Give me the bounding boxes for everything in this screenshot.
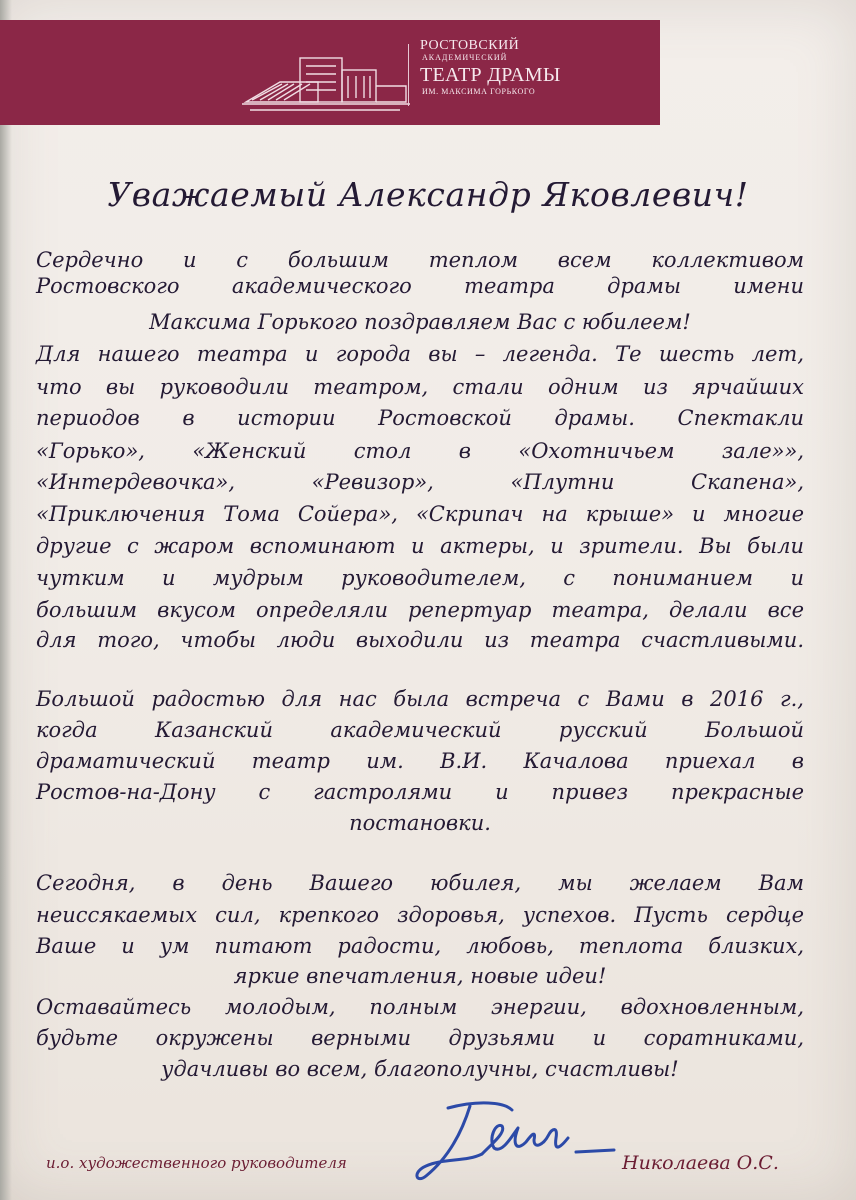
body-line: удачливы во всем, благополучны, счастливы! xyxy=(161,1057,679,1081)
theatre-name-line4: ИМ. МАКСИМА ГОРЬКОГО xyxy=(422,87,536,96)
body-line: большим вкусом определяли репертуар театра, делали все xyxy=(36,598,804,622)
body-line: яркие впечатления, новые идеи! xyxy=(233,964,607,988)
body-line: Максима Горького поздравляем Вас с юбилеем! xyxy=(149,310,691,334)
theatre-name xyxy=(420,38,650,97)
body-line: будьте окружены верными друзьями и соратниками, xyxy=(36,1026,804,1050)
body-line: Большой радостью для нас была встреча с Вами в 2016 г., xyxy=(36,687,804,711)
body-line: другие с жаром вспоминают и актеры, и зрители. Вы были xyxy=(36,534,804,558)
theatre-name-line2: АКАДЕМИЧЕСКИЙ xyxy=(422,53,508,62)
body-line: постановки. xyxy=(349,811,491,835)
body-line: когда Казанский академический русский Большой xyxy=(36,718,804,742)
body-line: драматический театр им. В.И. Качалова приехал в xyxy=(36,749,804,773)
signatory-name: Николаева О.С. xyxy=(622,1152,779,1174)
salutation: Уважаемый Александр Яковлевич! xyxy=(107,175,749,214)
body-line: «Приключения Тома Сойера», «Скрипач на крыше» и многие xyxy=(36,502,804,526)
body-line: «Интердевочка», «Ревизор», «Плутни Скапена», xyxy=(36,470,804,494)
theatre-name-line3: ТЕАТР ДРАМЫ xyxy=(420,64,561,86)
theatre-name-line1: РОСТОВСКИЙ xyxy=(420,38,520,53)
theatre-building-icon xyxy=(240,44,412,118)
body-line: Сегодня, в день Вашего юбилея, мы желаем Вам xyxy=(36,871,804,895)
body-line: Для нашего театра и города вы – легенда. Те шесть лет, xyxy=(36,342,804,366)
body-line: Сердечно и с большим теплом всем коллективом xyxy=(36,248,804,272)
signatory-role: и.о. художественного руководителя xyxy=(46,1154,347,1172)
body-line: для того, чтобы люди выходили из театра счастливыми. xyxy=(36,628,804,652)
body-line: «Горько», «Женский стол в «Охотничьем зале»», xyxy=(36,439,804,463)
body-line: неиссякаемых сил, крепкого здоровья, успехов. Пусть сердце xyxy=(36,903,804,927)
body-line: Оставайтесь молодым, полным энергии, вдохновленным, xyxy=(36,995,804,1019)
handwritten-signature xyxy=(408,1092,628,1188)
body-line: Ростовского академического театра драмы имени xyxy=(36,274,804,298)
body-line: Ваше и ум питают радости, любовь, теплота близких, xyxy=(36,934,804,958)
body-line: Ростов-на-Дону с гастролями и привез прекрасные xyxy=(36,780,804,804)
logo-divider xyxy=(408,44,409,106)
body-line: что вы руководили театром, стали одним из ярчайших xyxy=(36,375,804,399)
body-line: чутким и мудрым руководителем, с пониманием и xyxy=(36,566,804,590)
body-line: периодов в истории Ростовской драмы. Спектакли xyxy=(36,406,804,430)
